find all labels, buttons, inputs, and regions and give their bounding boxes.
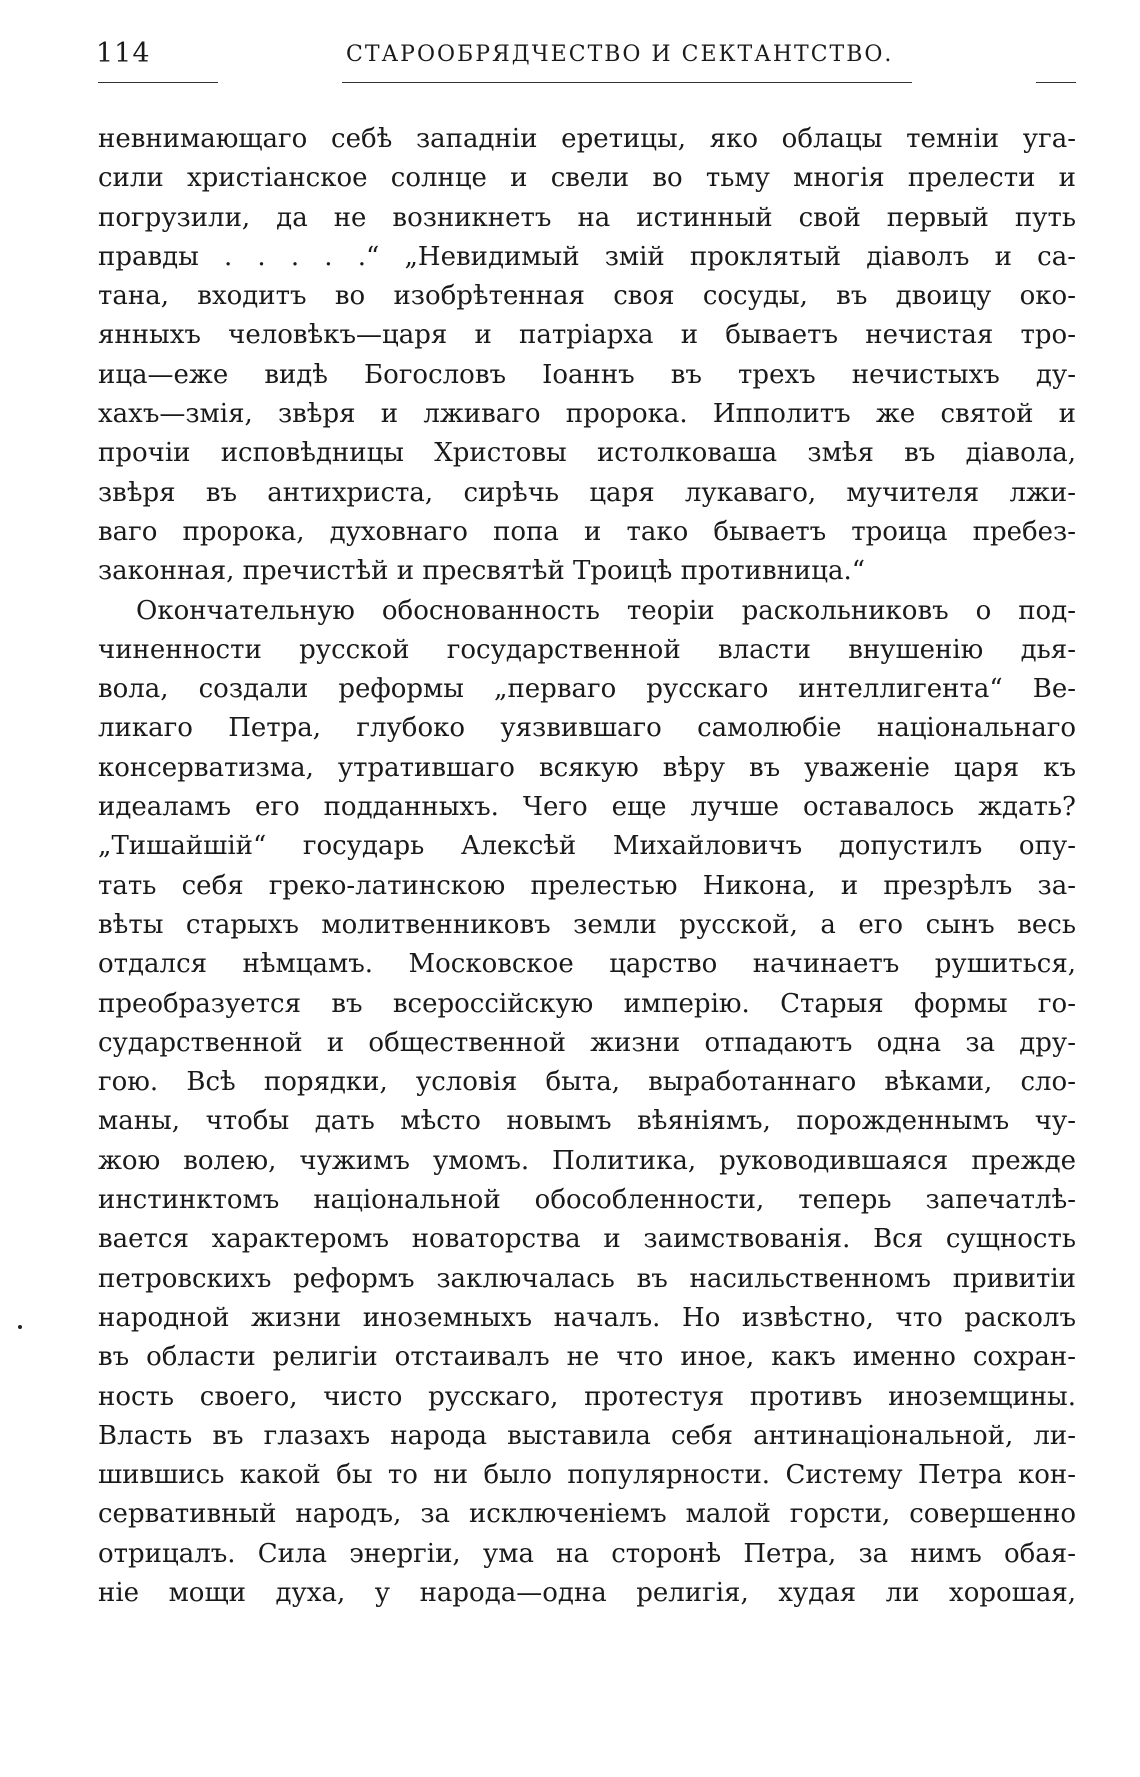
text-line: правды . . . . .“ „Невидимый змій проклятый діаволъ и са-: [98, 241, 1076, 272]
text-line: въ области религіи отстаивалъ не что иное, какъ именно сохран-: [98, 1342, 1076, 1373]
text-line: звѣря въ антихриста, сирѣчь царя лукаваго, мучителя лжи-: [98, 477, 1076, 508]
running-title: СТАРООБРЯДЧЕСТВО И СЕКТАНТСТВО.: [346, 42, 894, 67]
text-line: жою волею, чужимъ умомъ. Политика, руководившаяся прежде: [98, 1145, 1076, 1176]
text-line: прочіи исповѣдницы Христовы истолковаша змѣя въ діавола,: [98, 438, 1076, 469]
text-line: народной жизни иноземныхъ началъ. Но извѣстно, что расколъ: [98, 1302, 1076, 1333]
text-line: сили христіанское солнце и свели во тьму многія прелести и: [98, 163, 1076, 194]
header-rule-right: [1036, 82, 1076, 83]
text-line: шившись какой бы то ни было популярности. Систему Петра кон-: [98, 1460, 1076, 1491]
text-line: ніе мощи духа, у народа—одна религія, худая ли хорошая,: [98, 1577, 1076, 1608]
text-line: ликаго Петра, глубоко уязвившаго самолюбіе національнаго: [98, 713, 1076, 744]
text-line: отдался нѣмцамъ. Московское царство начинаетъ рушиться,: [98, 949, 1076, 980]
text-line: маны, чтобы дать мѣсто новымъ вѣяніямъ, порожденнымъ чу-: [98, 1106, 1076, 1137]
text-line: отрицалъ. Сила энергіи, ума на сторонѣ Петра, за нимъ обая-: [98, 1538, 1076, 1569]
text-line: ность своего, чисто русскаго, протестуя противъ иноземщины.: [98, 1381, 1076, 1412]
text-line: тана, входитъ во изобрѣтенная своя сосуды, въ двоицу око-: [98, 281, 1076, 312]
text-line: гою. Всѣ порядки, условія быта, выработаннаго вѣками, сло-: [98, 1067, 1076, 1098]
body-text: [98, 120, 1076, 1613]
text-line: петровскихъ реформъ заключалась въ насильственномъ привитіи: [98, 1263, 1076, 1294]
paragraph-start-line: Окончательную обоснованность теоріи раскольниковъ о под-: [136, 595, 1076, 626]
text-line: вола, создали реформы „перваго русскаго интеллигента“ Ве-: [98, 674, 1076, 705]
text-line: чиненности русской государственной власти внушенію дья-: [98, 634, 1076, 665]
text-line: преобразуется въ всероссійскую имперію. Старыя формы го-: [98, 988, 1076, 1019]
text-line: ваго пророка, духовнаго попа и тако бываетъ троица пребез-: [98, 516, 1076, 547]
header-rule-middle: [342, 82, 912, 83]
text-line: вается характеромъ новаторства и заимствованія. Вся сущность: [98, 1224, 1076, 1255]
text-line: законная, пречистѣй и пресвятѣй Троицѣ противница.“: [98, 556, 866, 587]
page-number: 114: [96, 38, 151, 69]
text-line: янныхъ человѣкъ—царя и патріарха и бываетъ нечистая тро-: [98, 320, 1076, 351]
text-line: консерватизма, утратившаго всякую вѣру въ уваженіе царя къ: [98, 752, 1076, 783]
text-line: Власть въ глазахъ народа выставила себя антинаціональной, ли-: [98, 1420, 1076, 1451]
header-rule-left: [98, 82, 218, 83]
text-line: ица—еже видѣ Богословъ Іоаннъ въ трехъ нечистыхъ ду-: [98, 359, 1076, 390]
text-line: погрузили, да не возникнетъ на истинный свой первый путь: [98, 202, 1076, 233]
text-line: тать себя греко-латинскою прелестью Никона, и презрѣлъ за-: [98, 870, 1076, 901]
margin-mark: [18, 1325, 22, 1329]
text-line: идеаламъ его подданныхъ. Чего еще лучше оставалось ждать?: [98, 792, 1076, 823]
text-line: невнимающаго себѣ западніи еретицы, яко облацы темніи уга-: [98, 124, 1076, 154]
page-header: [96, 38, 1076, 86]
text-line: вѣты старыхъ молитвенниковъ земли русской, а его сынъ весь: [98, 909, 1076, 940]
text-line: „Тишайшій“ государь Алексѣй Михайловичъ допустилъ опу-: [98, 831, 1076, 862]
text-line: инстинктомъ національной обособленности, теперь запечатлѣ-: [98, 1185, 1076, 1216]
text-line: сударственной и общественной жизни отпадаютъ одна за дру-: [98, 1027, 1076, 1058]
text-line: сервативный народъ, за исключеніемъ малой горсти, совершенно: [98, 1499, 1076, 1530]
text-line: хахъ—змія, звѣря и лживаго пророка. Ипполитъ же святой и: [98, 399, 1076, 430]
